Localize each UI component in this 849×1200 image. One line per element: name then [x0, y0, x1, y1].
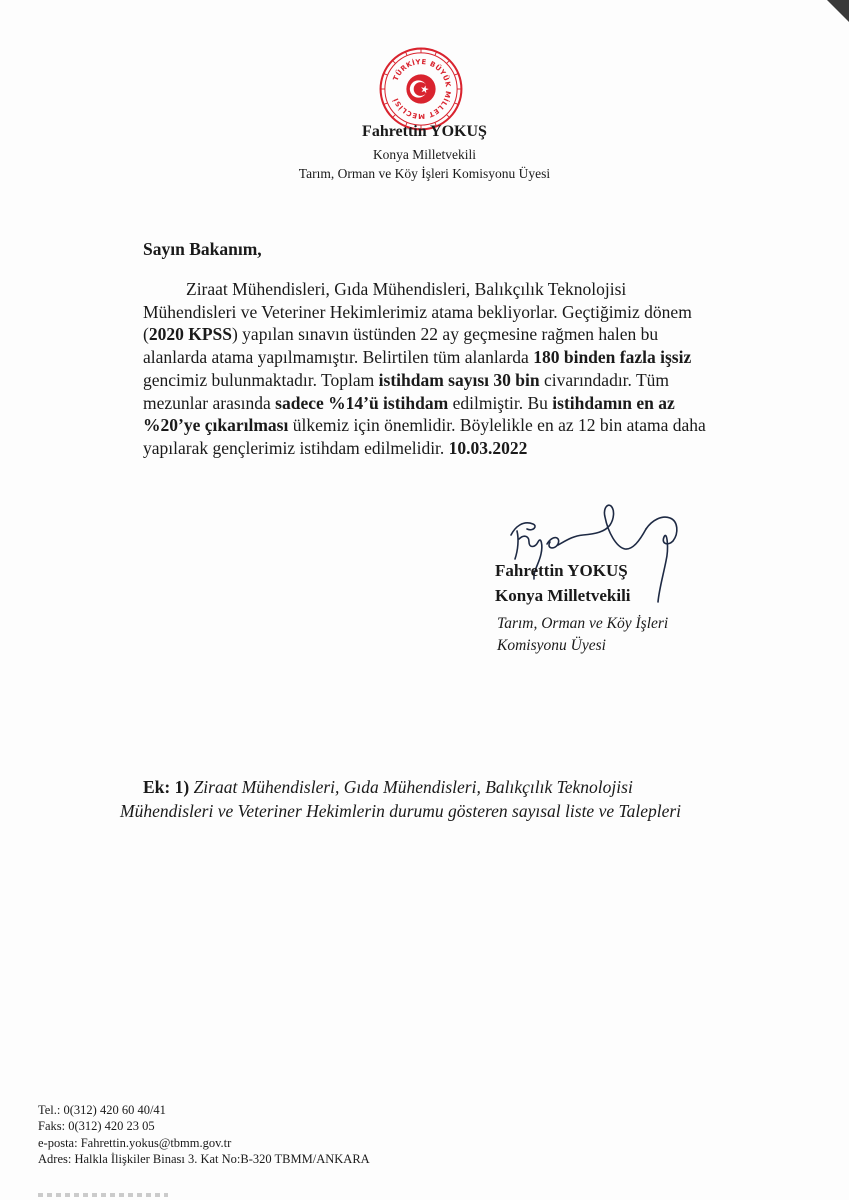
body-text-run: ) yapılan sınavın üstünden 22 ay geçmesine rağmen halen bu	[231, 324, 659, 345]
footer-email: e-posta: Fahrettin.yokus@tbmm.gov.tr	[38, 1135, 232, 1150]
body-line	[143, 278, 723, 301]
corner-mark	[827, 0, 849, 22]
body-text-run: gencimiz bulunmaktadır. Toplam	[143, 369, 379, 390]
footer-address: Adres: Halkla İlişkiler Binası 3. Kat No:B-320 TBMM/ANKARA	[38, 1151, 370, 1166]
signatory-committee-cont: Komisyonu Üyesi	[497, 637, 606, 654]
seal-text: TÜRKİYE BÜYÜK MİLLET MECLİSİ	[391, 57, 453, 120]
body-line	[143, 301, 723, 324]
body-text-run: Ziraat Mühendisleri, Gıda Mühendisleri, Balıkçılık Teknolojisi	[186, 279, 627, 299]
body-text-run: ülkemiz için önemlidir. Böylelikle en az 12 bin atama daha	[288, 415, 706, 436]
body-line	[143, 414, 723, 437]
body-line	[143, 392, 723, 415]
salutation: Sayın Bakanım,	[143, 239, 262, 259]
header-title: Konya Milletvekili	[372, 147, 477, 162]
body-emphasis: 10.03.2022	[448, 437, 528, 458]
footer-fax: Faks: 0(312) 420 23 05	[38, 1119, 155, 1134]
signatory-committee: Tarım, Orman ve Köy İşleri	[497, 615, 669, 632]
body-emphasis: istihdamın en az	[552, 392, 675, 413]
body-line	[143, 369, 723, 392]
body-emphasis: istihdam sayısı 30 bin	[378, 369, 540, 390]
header-committee: Tarım, Orman ve Köy İşleri Komisyonu Üyesi	[298, 166, 551, 181]
contact-footer	[38, 1102, 370, 1167]
body-text-run: alanlarda atama yapılmamıştır. Belirtilen tüm alanlarda	[143, 347, 534, 368]
body-text-run: Mühendisleri ve Veteriner Hekimlerimiz atama bekliyorlar. Geçtiğimiz dönem	[143, 301, 692, 322]
attachment-line	[143, 777, 633, 798]
body-line	[143, 346, 723, 369]
signatory-name: Fahrettin YOKUŞ	[495, 561, 628, 580]
body-text-run: civarındadır. Tüm	[539, 369, 670, 390]
body-line	[143, 323, 723, 346]
scan-artifact	[38, 1193, 168, 1197]
body-text-run: edilmiştir. Bu	[448, 392, 553, 413]
tbmm-seal-icon	[378, 46, 464, 132]
body-emphasis: sadece %14’ü istihdam	[275, 392, 449, 413]
body-emphasis: 180 binden fazla işsiz	[533, 347, 692, 368]
body-line	[143, 437, 723, 460]
signatory-title: Konya Milletvekili	[495, 586, 631, 605]
header-name: Fahrettin YOKUŞ	[362, 123, 487, 140]
body-text-run: yapılarak gençlerimiz istihdam edilmelidir.	[143, 437, 449, 458]
attachment-text: Ziraat Mühendisleri, Gıda Mühendisleri, Balıkçılık Teknolojisi	[189, 777, 633, 797]
body-text-run: (	[143, 324, 149, 345]
body-emphasis: %20’ye çıkarılması	[143, 415, 289, 436]
body-emphasis: 2020 KPSS	[148, 324, 232, 345]
footer-phone: Tel.: 0(312) 420 60 40/41	[38, 1103, 166, 1117]
attachment-line-cont: Mühendisleri ve Veteriner Hekimlerin durumu gösteren sayısal liste ve Talepleri	[120, 801, 682, 821]
letter-body	[143, 278, 723, 460]
body-text-run: mezunlar arasında	[143, 392, 276, 413]
attachment-label: Ek: 1)	[143, 777, 190, 797]
